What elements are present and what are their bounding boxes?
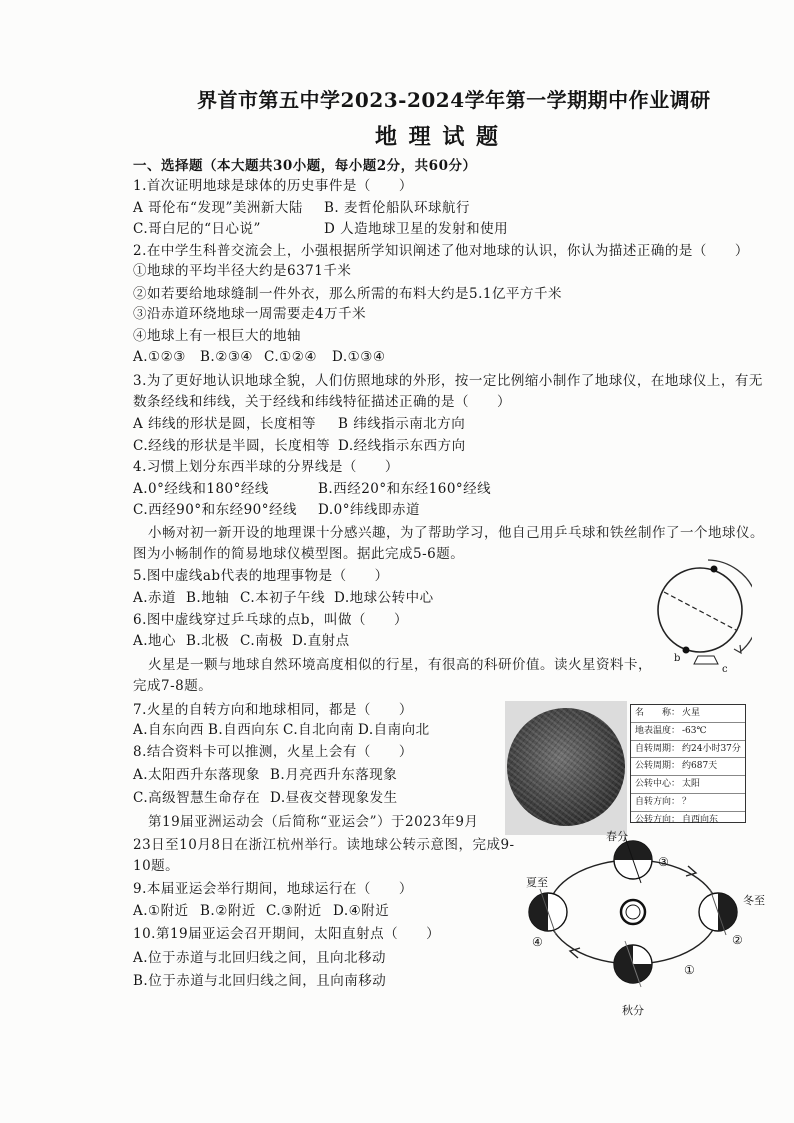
option-c: C.高级智慧生命存在 [133,790,261,806]
mars-photo [505,701,627,835]
option-c: C.哥白尼的“日心说” [133,221,261,237]
card-label: 公转方向： [635,814,681,825]
card-row-revolution-direction [631,812,745,829]
question-stem: 7.火星的自转方向和地球相同，都是（ ） [133,702,413,718]
option-d: D 人造地球卫星的发射和使用 [324,221,509,237]
orbit-arrow-icon [686,866,696,876]
card-value: 自西向东 [682,814,719,825]
option-c: C.西经90°和东经90°经线 [133,502,297,518]
option-b: B.②附近 [200,903,256,919]
card-row-rotation-direction [631,794,745,812]
subject-title: 地 理 试 题 [375,124,500,150]
label-spring-equinox: 春分 [606,830,628,843]
label-position-2: ② [732,933,743,947]
earth-left [529,889,567,935]
label-b: b [674,653,681,664]
option-b: B.自西向东 [208,722,280,738]
option-c: C.经线的形状是半圆，长度相等 [133,438,331,454]
label-autumn-equinox: 秋分 [622,1004,644,1017]
card-label: 自转方向： [635,796,681,807]
point-b-dot [683,647,690,654]
sun-core [626,905,640,919]
card-value: -63℃ [682,725,707,736]
option-a: A.0°经线和180°经线 [133,481,269,497]
passage-line: 10题。 [133,858,180,874]
statement-3: ③沿赤道环绕地球一周需要走4万千米 [133,306,367,322]
option-a: A.自东向西 [133,722,205,738]
option-a: A.太阳西升东落现象 [133,767,261,783]
mars-data-card [630,704,746,823]
option-b: B.北极 [186,633,230,649]
orbit-arrow-icon [570,948,580,958]
card-row-revolution-center [631,776,745,794]
option-b: B. 麦哲伦船队环球航行 [324,200,471,216]
option-c: C.自北向南 [283,722,355,738]
arrow-head-icon [734,645,741,653]
option-d: D.①③④ [332,349,386,365]
mars-sphere [507,708,625,826]
option-d: D.昼夜交替现象发生 [270,790,398,806]
dashed-axis-line [664,592,736,630]
card-value: 约687天 [682,761,718,772]
card-value: 火星 [682,708,701,718]
label-c: c [722,664,728,674]
question-stem: 8.结合资料卡可以推测，火星上会有（ ） [133,744,413,760]
option-b: B.位于赤道与北回归线之间，且向南移动 [133,973,387,989]
passage-line: 小畅对初一新开设的地理课十分感兴趣，为了帮助学习，他自己用乒乓球和铁丝制作了一个地球仪。 [148,525,764,541]
option-a: A.①②③ [133,349,186,365]
card-value: ？ [682,796,692,807]
label-position-4: ④ [532,935,543,949]
question-stem: 9.本届亚运会举行期间，地球运行在（ ） [133,881,413,897]
passage-line: 第19届亚洲运动会（后简称“亚运会”）于2023年9月 [148,814,479,830]
card-label: 自转周期： [635,743,681,754]
option-c: C.①②④ [264,349,317,365]
option-b: B 纬线指示南北方向 [338,416,466,432]
card-label: 公转中心： [635,779,681,790]
option-c: C.本初子午线 [240,590,326,606]
option-d: D.0°纬线即赤道 [318,502,420,518]
earth-right [699,889,737,935]
earth-orbit-diagram [522,828,772,1024]
label-winter-solstice: 冬至 [743,894,765,907]
globe-model-figure [648,556,752,674]
statement-2: ②如若要给地球缝制一件外衣，那么所需的布料大约是5.1亿平方千米 [133,286,562,302]
question-stem-line-1: 3.为了更好地认识地球全貌，人们仿照地球的外形，按一定比例缩小制作了地球仪，在地球仪上，有无 [133,373,763,389]
option-a: A.位于赤道与北回归线之间，且向北移动 [133,950,387,966]
option-b: B.西经20°和东经160°经线 [318,481,492,497]
card-row-rotation-period [631,741,745,759]
option-c: C.南极 [240,633,284,649]
ping-pong-ball [658,568,742,652]
card-row-revolution-period [631,758,745,776]
option-b: B.②③④ [200,349,254,365]
card-value: 太阳 [682,779,701,790]
exam-title: 界首市第五中学2023-2024学年第一学期期中作业调研 [197,88,711,112]
point-a-dot [711,566,718,573]
question-stem-line-2: 数条经线和纬线，关于经线和纬线特征描述正确的是（ ） [133,394,511,410]
option-a: A 纬线的形状是圆，长度相等 [133,416,317,432]
card-row-name [631,705,745,723]
option-d: D.自南向北 [358,722,430,738]
question-stem: 5.图中虚线ab代表的地理事物是（ ） [133,568,389,584]
label-summer-solstice: 夏至 [526,876,548,889]
card-label: 公转周期： [635,761,681,772]
label-position-1: ① [684,963,695,977]
earth-top [614,837,652,883]
option-d: D.直射点 [292,633,350,649]
option-a: A 哥伦布“发现”美洲新大陆 [133,200,303,216]
passage-line: 23日至10月8日在浙江杭州举行。读地球公转示意图，完成9- [133,837,515,853]
passage-line: 图为小畅制作的简易地球仪模型图。据此完成5-6题。 [133,546,465,562]
option-d: D.经线指示东西方向 [338,438,466,454]
question-stem: 1.首次证明地球是球体的历史事件是（ ） [133,178,413,194]
question-stem: 6.图中虚线穿过乒乓球的点b，叫做（ ） [133,612,409,628]
passage-line: 完成7-8题。 [133,678,213,694]
question-stem: 10.第19届亚运会召开期间，太阳直射点（ ） [133,926,441,942]
question-stem: 4.习惯上划分东西半球的分界线是（ ） [133,459,399,475]
passage-line: 火星是一颗与地球自然环境高度相似的行星，有很高的科研价值。读火星资料卡， [148,657,652,673]
option-b: B.地轴 [186,590,230,606]
earth-bottom [614,941,652,987]
option-a: A.地心 [133,633,177,649]
option-d: D.地球公转中心 [334,590,434,606]
card-row-temperature [631,723,745,741]
option-b: B.月亮西升东落现象 [270,767,398,783]
card-label: 地表温度： [635,725,681,736]
card-label: 名 称： [635,708,681,718]
option-a: A.①附近 [133,903,189,919]
stand [694,656,718,664]
option-c: C.③附近 [266,903,322,919]
option-a: A.赤道 [133,590,177,606]
wire-arc [708,560,752,652]
question-stem: 2.在中学生科普交流会上，小强根据所学知识阐述了他对地球的认识，你认为描述正确的是（ ） [133,243,749,259]
label-position-3: ③ [658,855,669,869]
card-value: 约24小时37分 [682,743,741,754]
statement-1: ①地球的平均半径大约是6371千米 [133,263,352,279]
section-heading: 一、选择题（本大题共30小题，每小题2分，共60分） [133,158,477,174]
option-d: D.④附近 [333,903,390,919]
statement-4: ④地球上有一根巨大的地轴 [133,328,301,344]
